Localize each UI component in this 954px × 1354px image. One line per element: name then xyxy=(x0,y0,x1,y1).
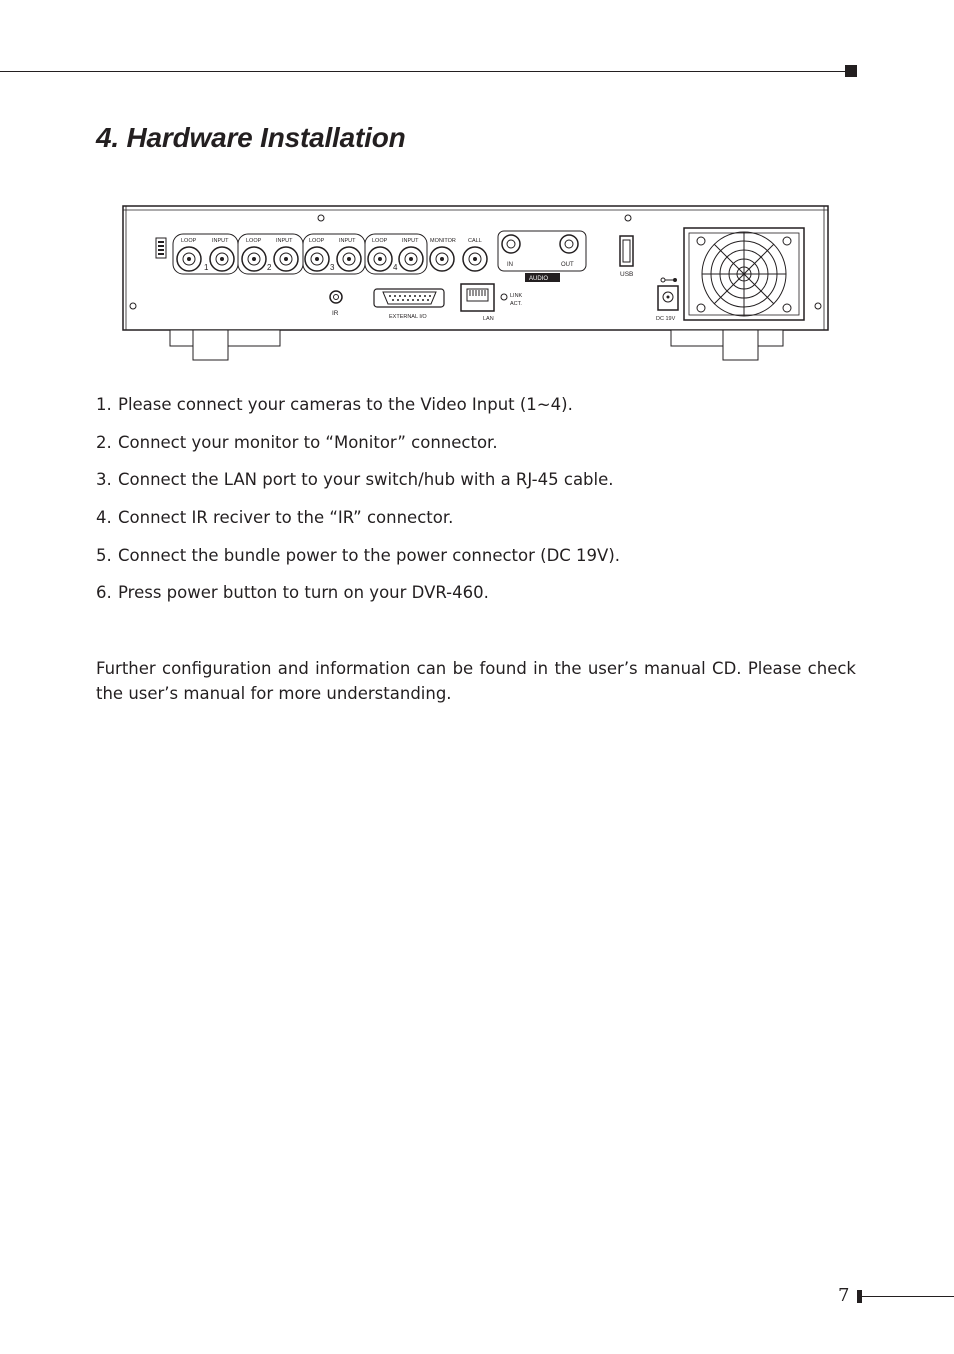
step-text: Connect your monitor to “Monitor” connector. xyxy=(118,432,498,452)
channel-number: 4 xyxy=(393,263,398,272)
installation-steps xyxy=(96,393,620,619)
step-number: 4. xyxy=(96,508,112,528)
audio-out-label: OUT xyxy=(561,262,574,268)
loop-label: LOOP xyxy=(309,238,325,244)
section-title: 4. Hardware Installation xyxy=(96,122,406,153)
further-info-paragraph: Further configuration and information can be found in the user’s manual CD. Please check the user’s manual for more understanding. xyxy=(96,659,856,703)
list-item xyxy=(96,506,620,544)
act-label: ACT. xyxy=(510,301,522,307)
input-label: INPUT xyxy=(402,238,419,244)
loop-label: LOOP xyxy=(181,238,197,244)
dvr-rear-panel-figure xyxy=(118,200,838,366)
step-text: Please connect your cameras to the Video Input (1~4). xyxy=(118,395,573,414)
step-text: Press power button to turn on your DVR-460. xyxy=(118,583,489,603)
usb-label: USB xyxy=(620,271,634,278)
dc-19v-label: DC 19V xyxy=(656,316,676,322)
link-label: LINK xyxy=(510,293,523,299)
header-rule xyxy=(0,71,846,72)
external-io-label: EXTERNAL I/O xyxy=(389,314,427,320)
audio-label: AUDIO xyxy=(529,276,549,282)
channel-number: 1 xyxy=(204,263,209,272)
list-item xyxy=(96,581,620,619)
step-text: Connect the bundle power to the power connector (DC 19V). xyxy=(118,545,621,565)
audio-in-label: IN xyxy=(507,262,513,268)
step-number: 3. xyxy=(96,470,112,490)
channel-number: 2 xyxy=(267,263,272,272)
input-label: INPUT xyxy=(339,238,356,244)
list-item xyxy=(96,431,620,469)
list-item xyxy=(96,544,620,582)
channel-number: 3 xyxy=(330,263,335,272)
loop-label: LOOP xyxy=(246,238,262,244)
step-number: 6. xyxy=(96,583,112,603)
monitor-label: MONITOR xyxy=(430,238,456,244)
list-item xyxy=(96,468,620,506)
page-number: 7 xyxy=(838,1285,850,1306)
step-number: 5. xyxy=(96,545,112,565)
call-label: CALL xyxy=(468,238,482,244)
ir-label: IR xyxy=(332,310,339,317)
header-square-marker xyxy=(845,65,857,77)
input-label: INPUT xyxy=(212,238,229,244)
footer-rule xyxy=(862,1296,954,1297)
step-text: Connect the LAN port to your switch/hub with a RJ-45 cable. xyxy=(118,470,614,490)
loop-label: LOOP xyxy=(372,238,388,244)
step-text: Connect IR reciver to the “IR” connector. xyxy=(118,508,454,528)
step-number: 2. xyxy=(96,432,112,452)
list-item xyxy=(96,393,620,431)
lan-label: LAN xyxy=(483,316,494,322)
step-number: 1. xyxy=(96,395,112,414)
input-label: INPUT xyxy=(276,238,293,244)
